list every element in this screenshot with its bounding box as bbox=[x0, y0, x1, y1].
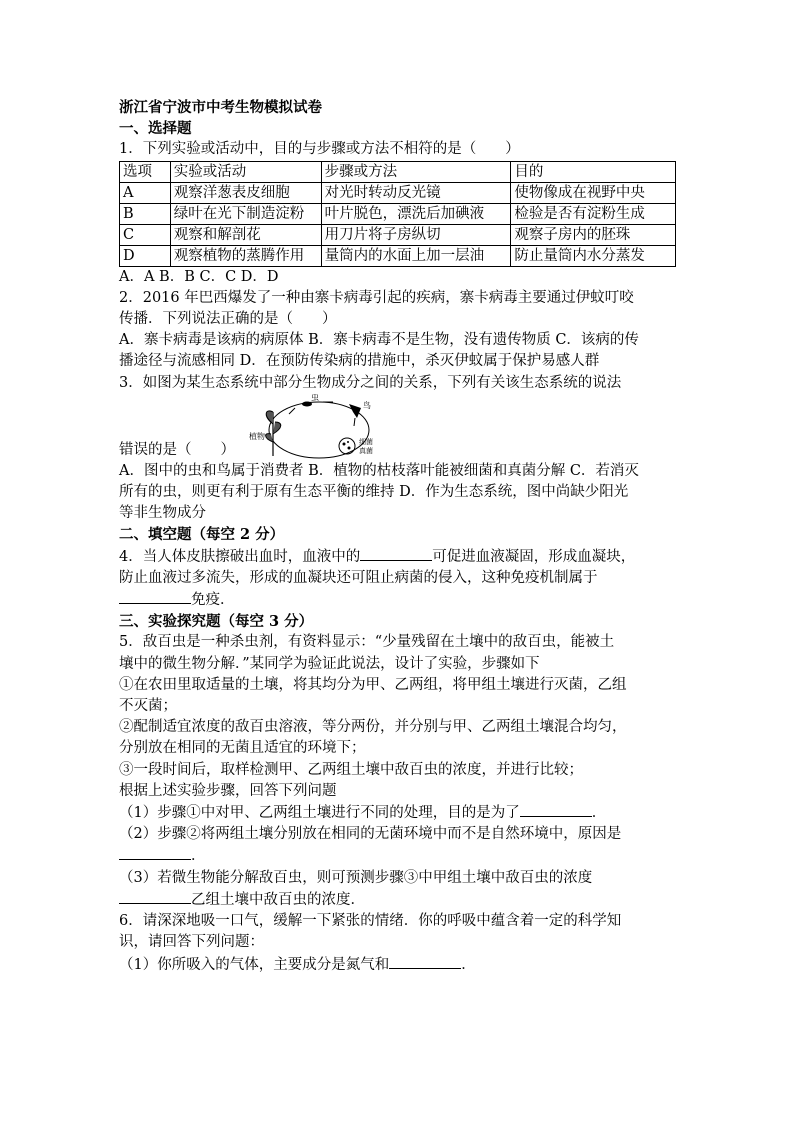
question-3-line: A．图中的虫和鸟属于消费者 B．植物的枯枝落叶能被细菌和真菌分解 C．若消灭 bbox=[119, 462, 639, 479]
question-3-line: 所有的虫，则更有利于原有生态平衡的维持 D．作为生态系统，图中尚缺少阳光 bbox=[119, 484, 629, 501]
table-cell: 量筒内的水面上加一层油 bbox=[321, 245, 511, 266]
question-2-line: 播途径与流感相同 D．在预防传染病的措施中，杀灭伊蚊属于保护易感人群 bbox=[119, 353, 600, 370]
question-6-line: 识，请回答下列问题： bbox=[119, 934, 264, 951]
section-heading-fill: 二、填空题（每空 2 分） bbox=[119, 526, 285, 544]
text-span: （1）你所吸入的气体，主要成分是氮气和 bbox=[119, 956, 390, 973]
text-span: （1）步骤①中对甲、乙两组土壤进行不同的处理，目的是为了 bbox=[119, 805, 520, 822]
question-1-table bbox=[119, 161, 676, 267]
question-5-line: 5．敌百虫是一种杀虫剂，有资料显示：“少量残留在土壤中的敌百虫，能被土 bbox=[119, 634, 615, 651]
question-3-line: 等非生物成分 bbox=[119, 505, 206, 522]
question-5-line: 不灭菌； bbox=[119, 698, 177, 715]
question-5-line: ②配制适宜浓度的敌百虫溶液，等分两份，并分别与甲、乙两组土壤混合均匀， bbox=[119, 719, 627, 736]
table-row bbox=[120, 203, 676, 224]
table-cell: 观察子房内的胚珠 bbox=[511, 224, 676, 245]
table-cell: C bbox=[120, 224, 171, 245]
answer-blank[interactable] bbox=[119, 589, 191, 604]
question-2-line: A．寨卡病毒是该病的病原体 B．寨卡病毒不是生物，没有遗传物质 C．该病的传 bbox=[119, 332, 639, 349]
question-2-line: 2．2016 年巴西爆发了一种由寨卡病毒引起的疾病，寨卡病毒主要通过伊蚊叮咬 bbox=[119, 289, 634, 306]
label-fungi: 真菌 bbox=[359, 446, 373, 455]
table-header-cell: 目的 bbox=[511, 161, 676, 182]
question-5-sub-3: （3）若微生物能分解敌百虫，则可预测步骤③中甲组土壤中敌百虫的浓度 bbox=[119, 869, 593, 886]
question-5-line: 分别放在相同的无菌且适宜的环境下； bbox=[119, 740, 366, 757]
table-cell: 绿叶在光下制造淀粉 bbox=[170, 203, 321, 224]
question-5-sub-1: （1）步骤①中对甲、乙两组土壤进行不同的处理，目的是为了 ． bbox=[119, 802, 679, 824]
table-cell: 用刀片将子房纵切 bbox=[321, 224, 511, 245]
question-1-choices: A．A B．B C．C D．D bbox=[119, 268, 279, 285]
text-span: 可促进血液凝固，形成血凝块， bbox=[432, 548, 636, 565]
section-heading-choice: 一、选择题 bbox=[119, 120, 192, 138]
answer-blank[interactable] bbox=[389, 954, 461, 969]
label-bird: 鸟 bbox=[363, 400, 371, 410]
question-3-line: 3．如图为某生态系统中部分生物成分之间的关系，下列有关该生态系统的说法 bbox=[119, 374, 622, 391]
table-cell: 对光时转动反光镜 bbox=[321, 182, 511, 203]
question-6-line: 6．请深深地吸一口气，缓解一下紧张的情绪．你的呼吸中蕴含着一定的科学知 bbox=[119, 913, 622, 930]
ecosystem-diagram bbox=[249, 394, 389, 461]
question-1-stem: 1．下列实验或活动中，目的与步骤或方法不相符的是（ ） bbox=[119, 141, 520, 158]
bird-icon bbox=[349, 404, 361, 418]
label-insect: 虫 bbox=[311, 393, 319, 402]
table-cell: 检验是否有淀粉生成 bbox=[511, 203, 676, 224]
question-3-figure-row bbox=[119, 394, 679, 461]
question-5-line: 壤中的微生物分解．”某同学为验证此说法，设计了实验，步骤如下 bbox=[119, 655, 540, 672]
table-row bbox=[120, 182, 676, 203]
table-cell: 叶片脱色，漂洗后加碘液 bbox=[321, 203, 511, 224]
answer-blank[interactable] bbox=[360, 546, 432, 561]
question-5-line: ①在农田里取适量的土壤，将其均分为甲、乙两组，将甲组土壤进行灭菌，乙组 bbox=[119, 676, 627, 693]
answer-blank[interactable] bbox=[119, 889, 191, 904]
table-header-cell: 实验或活动 bbox=[170, 161, 321, 182]
table-cell: 防止量筒内水分蒸发 bbox=[511, 245, 676, 266]
question-5-line: 根据上述实验步骤，回答下列问题 bbox=[119, 782, 337, 799]
label-plant: 植物 bbox=[249, 431, 265, 441]
question-4-line bbox=[119, 546, 679, 568]
exam-title: 浙江省宁波市中考生物模拟试卷 bbox=[119, 99, 322, 116]
question-5-sub-3-line bbox=[119, 889, 679, 911]
table-cell: 观察洋葱表皮细胞 bbox=[170, 182, 321, 203]
table-header-row bbox=[120, 161, 676, 182]
section-heading-experiment: 三、实验探究题（每空 3 分） bbox=[119, 613, 314, 631]
label-bacteria: 细菌 bbox=[359, 437, 373, 446]
exam-page bbox=[119, 97, 679, 976]
table-cell: A bbox=[120, 182, 171, 203]
table-cell: B bbox=[120, 203, 171, 224]
table-cell: 使物像成在视野中央 bbox=[511, 182, 676, 203]
table-cell: 观察植物的蒸腾作用 bbox=[170, 245, 321, 266]
question-4-line: 防止血液过多流失，形成的血凝块还可阻止病菌的侵入，这种免疫机制属于 bbox=[119, 569, 598, 586]
answer-blank[interactable] bbox=[119, 845, 191, 860]
text-span: 免疫． bbox=[191, 592, 235, 609]
microbe-icon bbox=[339, 438, 355, 454]
table-header-cell: 步骤或方法 bbox=[321, 161, 511, 182]
arrow-icon bbox=[289, 408, 295, 414]
table-cell: D bbox=[120, 245, 171, 266]
table-row bbox=[120, 224, 676, 245]
table-header-cell: 选项 bbox=[120, 161, 171, 182]
question-5-sub-2: （2）步骤②将两组土壤分别放在相同的无菌环境中而不是自然环境中，原因是 bbox=[119, 826, 622, 843]
question-2-line: 传播．下列说法正确的是（ ） bbox=[119, 311, 337, 328]
question-4-line bbox=[119, 589, 679, 611]
question-5-line: ③一段时间后，取样检测甲、乙两组土壤中敌百虫的浓度，并进行比较； bbox=[119, 761, 583, 778]
table-cell: 观察和解剖花 bbox=[170, 224, 321, 245]
answer-blank[interactable] bbox=[520, 802, 592, 817]
question-6-sub-1: （1）你所吸入的气体，主要成分是氮气和 ． bbox=[119, 954, 679, 976]
question-3-line: 错误的是（ ） bbox=[119, 441, 235, 458]
question-5-sub-2-blank-line: ． bbox=[119, 845, 679, 867]
text-span: 4．当人体皮肤擦破出血时，血液中的 bbox=[119, 548, 361, 565]
text-span: 乙组土壤中敌百虫的浓度． bbox=[191, 891, 365, 908]
insect-icon bbox=[302, 401, 312, 406]
table-row bbox=[120, 245, 676, 266]
